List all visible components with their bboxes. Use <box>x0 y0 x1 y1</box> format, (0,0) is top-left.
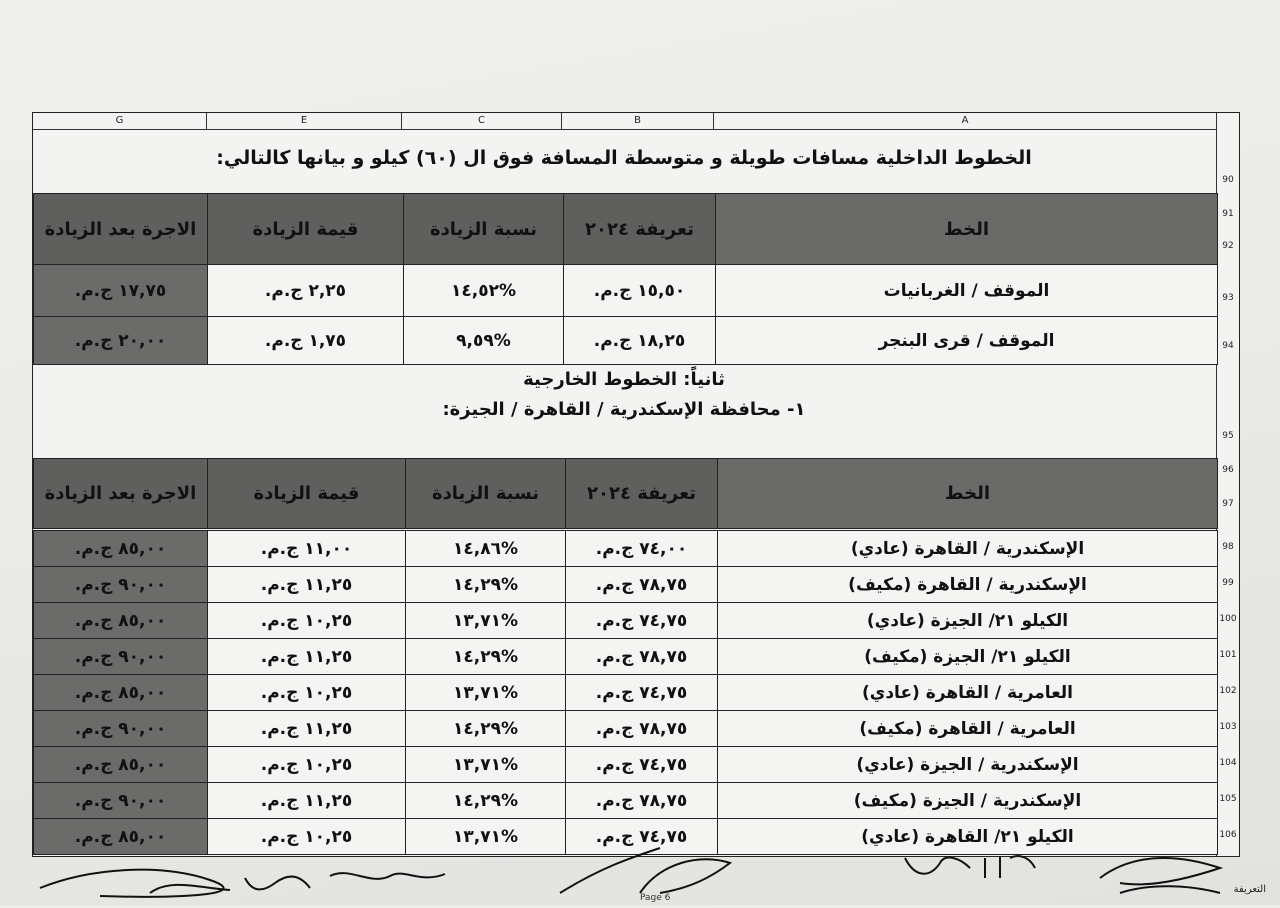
route-cell: الموقف / الغربانيات <box>716 265 1218 317</box>
percent-cell: %١٤,٢٩ <box>406 567 566 603</box>
table-row <box>34 265 1218 317</box>
fare-cell: ٩٠,٠٠ ج.م. <box>34 567 208 603</box>
table-row <box>34 783 1218 819</box>
section-heading: ثانياً: الخطوط الخارجية <box>523 369 725 390</box>
fare-cell: ٢٠,٠٠ ج.م. <box>34 317 208 365</box>
header-route: الخط <box>716 194 1218 265</box>
increase-cell: ١١,٢٥ ج.م. <box>208 639 406 675</box>
column-header-row <box>33 113 1217 130</box>
row-number: 100 <box>1219 614 1237 624</box>
percent-cell: %١٤,٢٩ <box>406 783 566 819</box>
route-cell: الموقف / قرى البنجر <box>716 317 1218 365</box>
increase-cell: ١,٧٥ ج.م. <box>208 317 404 365</box>
row-number: 99 <box>1222 578 1234 588</box>
percent-cell: %١٤,٢٩ <box>406 711 566 747</box>
increase-cell: ١١,٢٥ ج.م. <box>208 783 406 819</box>
fare-cell: ٨٥,٠٠ ج.م. <box>34 603 208 639</box>
percent-cell: %١٤,٢٩ <box>406 639 566 675</box>
route-cell: الكيلو ٢١/ الجيزة (مكيف) <box>718 639 1218 675</box>
tariff-cell: ٧٤,٠٠ ج.م. <box>566 531 718 567</box>
spreadsheet-printout <box>32 112 1240 857</box>
column-letter-g: G <box>33 113 207 129</box>
tariff-cell: ١٨,٢٥ ج.م. <box>564 317 716 365</box>
header-increase-value: قيمة الزيادة <box>208 194 404 265</box>
header-route: الخط <box>718 459 1218 529</box>
row-number: 91 <box>1222 209 1234 219</box>
row-number: 105 <box>1219 794 1237 804</box>
fare-cell: ٩٠,٠٠ ج.م. <box>34 639 208 675</box>
row-number: 92 <box>1222 241 1234 251</box>
increase-cell: ١٠,٢٥ ج.م. <box>208 603 406 639</box>
tariff-cell: ٧٤,٧٥ ج.م. <box>566 819 718 855</box>
fare-cell: ٨٥,٠٠ ج.م. <box>34 675 208 711</box>
route-cell: الإسكندرية / الجيزة (مكيف) <box>718 783 1218 819</box>
increase-cell: ١١,٢٥ ج.م. <box>208 711 406 747</box>
fare-cell: ٩٠,٠٠ ج.م. <box>34 783 208 819</box>
tariff-cell: ٧٤,٧٥ ج.م. <box>566 603 718 639</box>
table-row <box>34 603 1218 639</box>
route-cell: العامرية / القاهرة (مكيف) <box>718 711 1218 747</box>
table-row <box>34 531 1218 567</box>
percent-cell: %٩,٥٩ <box>404 317 564 365</box>
tariff-cell: ٧٨,٧٥ ج.م. <box>566 639 718 675</box>
external-routes-body <box>33 530 1218 855</box>
tariff-cell: ٧٨,٧٥ ج.م. <box>566 567 718 603</box>
tariff-cell: ٧٤,٧٥ ج.م. <box>566 675 718 711</box>
row-number: 101 <box>1219 650 1237 660</box>
table-header-row <box>34 194 1218 265</box>
column-letter-b: B <box>562 113 714 129</box>
increase-cell: ١١,٠٠ ج.م. <box>208 531 406 567</box>
header-fare-after: الاجرة بعد الزيادة <box>34 194 208 265</box>
row-number: 93 <box>1222 293 1234 303</box>
header-increase-percent: نسبة الزيادة <box>404 194 564 265</box>
row-number: 106 <box>1219 830 1237 840</box>
tariff-cell: ٧٨,٧٥ ج.م. <box>566 783 718 819</box>
table-row <box>34 675 1218 711</box>
row-number: 102 <box>1219 686 1237 696</box>
table-header-row <box>34 459 1218 529</box>
route-cell: الإسكندرية / الجيزة (عادي) <box>718 747 1218 783</box>
page-number: Page 6 <box>640 893 671 903</box>
fare-cell: ١٧,٧٥ ج.م. <box>34 265 208 317</box>
row-number: 97 <box>1222 499 1234 509</box>
header-tariff-2024: تعريفة ٢٠٢٤ <box>566 459 718 529</box>
external-routes-table <box>33 458 1218 529</box>
column-letter-c: C <box>402 113 562 129</box>
table-row <box>34 567 1218 603</box>
fare-cell: ٨٥,٠٠ ج.م. <box>34 747 208 783</box>
percent-cell: %١٤,٨٦ <box>406 531 566 567</box>
column-letter-e: E <box>207 113 402 129</box>
percent-cell: %١٣,٧١ <box>406 819 566 855</box>
tariff-cell: ٧٤,٧٥ ج.م. <box>566 747 718 783</box>
row-number: 96 <box>1222 465 1234 475</box>
percent-cell: %١٣,٧١ <box>406 747 566 783</box>
route-cell: الكيلو ٢١/ الجيزة (عادي) <box>718 603 1218 639</box>
table-row <box>34 747 1218 783</box>
route-cell: الإسكندرية / القاهرة (عادي) <box>718 531 1218 567</box>
fare-cell: ٨٥,٠٠ ج.م. <box>34 819 208 855</box>
row-number: 103 <box>1219 722 1237 732</box>
increase-cell: ١٠,٢٥ ج.م. <box>208 675 406 711</box>
fare-cell: ٩٠,٠٠ ج.م. <box>34 711 208 747</box>
section-subheading: ١- محافظة الإسكندرية / القاهرة / الجيزة: <box>442 399 806 420</box>
header-increase-percent: نسبة الزيادة <box>406 459 566 529</box>
tariff-cell: ٧٨,٧٥ ج.م. <box>566 711 718 747</box>
increase-cell: ١٠,٢٥ ج.م. <box>208 819 406 855</box>
column-letter-a: A <box>714 113 1217 129</box>
header-fare-after: الاجرة بعد الزيادة <box>34 459 208 529</box>
internal-routes-table <box>33 193 1218 365</box>
increase-cell: ١٠,٢٥ ج.م. <box>208 747 406 783</box>
row-number: 94 <box>1222 341 1234 351</box>
percent-cell: %١٤,٥٢ <box>404 265 564 317</box>
header-tariff-2024: تعريفة ٢٠٢٤ <box>564 194 716 265</box>
percent-cell: %١٣,٧١ <box>406 675 566 711</box>
row-number: 90 <box>1222 175 1234 185</box>
row-number: 104 <box>1219 758 1237 768</box>
section-title: الخطوط الداخلية مسافات طويلة و متوسطة المسافة فوق ال (٦٠) كيلو و بيانها كالتالي: <box>216 147 1032 169</box>
table-row <box>34 317 1218 365</box>
increase-cell: ٢,٢٥ ج.م. <box>208 265 404 317</box>
table-row <box>34 639 1218 675</box>
increase-cell: ١١,٢٥ ج.م. <box>208 567 406 603</box>
percent-cell: %١٣,٧١ <box>406 603 566 639</box>
row-number: 95 <box>1222 431 1234 441</box>
corner-note: التعريفة <box>1233 884 1266 895</box>
fare-cell: ٨٥,٠٠ ج.م. <box>34 531 208 567</box>
table-row <box>34 711 1218 747</box>
row-number: 98 <box>1222 542 1234 552</box>
header-increase-value: قيمة الزيادة <box>208 459 406 529</box>
route-cell: الإسكندرية / القاهرة (مكيف) <box>718 567 1218 603</box>
route-cell: العامرية / القاهرة (عادي) <box>718 675 1218 711</box>
route-cell: الكيلو ٢١/ القاهرة (عادي) <box>718 819 1218 855</box>
tariff-cell: ١٥,٥٠ ج.م. <box>564 265 716 317</box>
